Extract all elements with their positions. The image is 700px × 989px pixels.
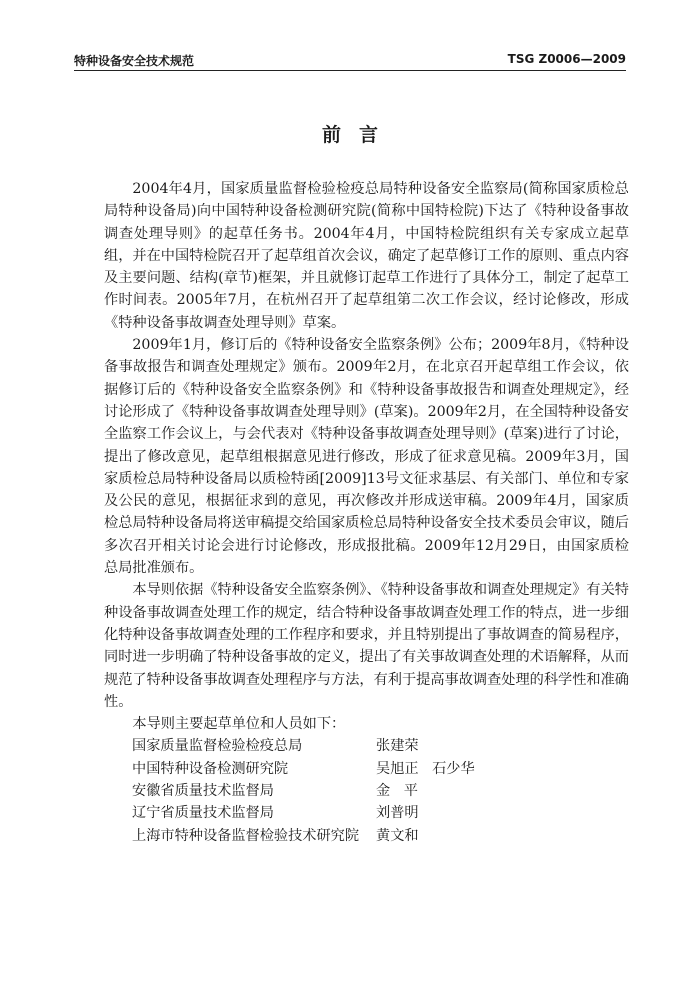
drafting-unit: 上海市特种设备监督检验技术研究院 <box>132 827 360 844</box>
drafter-names: 吴旭正 石少华 <box>376 760 475 777</box>
drafting-unit: 中国特种设备检测研究院 <box>132 760 289 777</box>
header-standard-number: TSG Z0006—2009 <box>507 52 626 66</box>
drafter-row <box>104 780 629 802</box>
drafter-row <box>104 758 629 780</box>
page-header <box>74 50 626 71</box>
header-spec-category: 特种设备安全技术规范 <box>74 54 195 68</box>
drafting-unit: 安徽省质量技术监督局 <box>132 783 274 800</box>
drafter-row <box>104 735 629 757</box>
paragraph-background: 2004年4月，国家质量监督检验检疫总局特种设备安全监察局(简称国家质检总局特种设备局)向中国特种设备检测研究院(简称中国特检院)下达了《特种设备事故调查处理导则》的起草任务书。2004年4月，中国特检院组织有关专家成立起草组，并在中国特检院召开了起草组首次会议，确定了起草修订工作的原则、重点内容及主要问题、结构(章节)框架，并且就修订起草工作进行了具体分工，制定了起草工作时间表。2005年7月，在杭州召开了起草组第二次工作会议，经讨论修改，形成《特种设备事故调查处理导则》草案。 <box>104 181 629 331</box>
paragraph-revision-history: 2009年1月，修订后的《特种设备安全监察条例》公布；2009年8月，《特种设备事故报告和调查处理规定》颁布。2009年2月，在北京召开起草组工作会议，依据修订后的《特种设备安全监察条例》和《特种设备事故报告和调查处理规定》，经讨论形成了《特种设备事故调查处理导则》(草案)。2009年2月，在全国特种设备安全监察工作会议上，与会代表对《特种设备事故调查处理导则》(草案)进行了讨论，提出了修改意见，起草组根据意见进行修改，形成了征求意见稿。2009年3月，国家质检总局特种设备局以质检特函[2009]13号文征求基层、有关部门、单位和专家及公民的意见，根据征求到的意见，再次修改并形成送审稿。2009年4月，国家质检总局特种设备局将送审稿提交给国家质检总局特种设备安全技术委员会审议，随后多次召开相关讨论会进行讨论修改，形成报批稿。2009年12月29日，由国家质检总局批准颁布。 <box>104 337 629 577</box>
preface-body <box>104 178 629 847</box>
drafter-names: 金 平 <box>376 783 418 800</box>
drafting-unit: 辽宁省质量技术监督局 <box>132 805 274 822</box>
drafter-names: 张建荣 <box>376 738 419 755</box>
paragraph-basis-and-purpose: 本导则依据《特种设备安全监察条例》、《特种设备事故和调查处理规定》有关特种设备事故调查处理工作的规定，结合特种设备事故调查处理工作的特点，进一步细化特种设备事故调查处理的工作程序和要求，并且特别提出了事故调查的简易程序，同时进一步明确了特种设备事故的定义，提出了有关事故调查处理的术语解释，从而规范了特种设备事故调查处理程序与方法，有利于提高事故调查处理的科学性和准确性。 <box>104 582 629 710</box>
page-title: 前言 <box>321 124 396 146</box>
drafter-names: 黄文和 <box>376 827 419 844</box>
drafters-list <box>104 735 629 846</box>
drafter-row <box>104 825 629 847</box>
drafter-names: 刘普明 <box>376 805 419 822</box>
drafters-intro: 本导则主要起草单位和人员如下： <box>132 716 346 733</box>
drafter-row <box>104 802 629 824</box>
drafting-unit: 国家质量监督检验检疫总局 <box>132 738 303 755</box>
